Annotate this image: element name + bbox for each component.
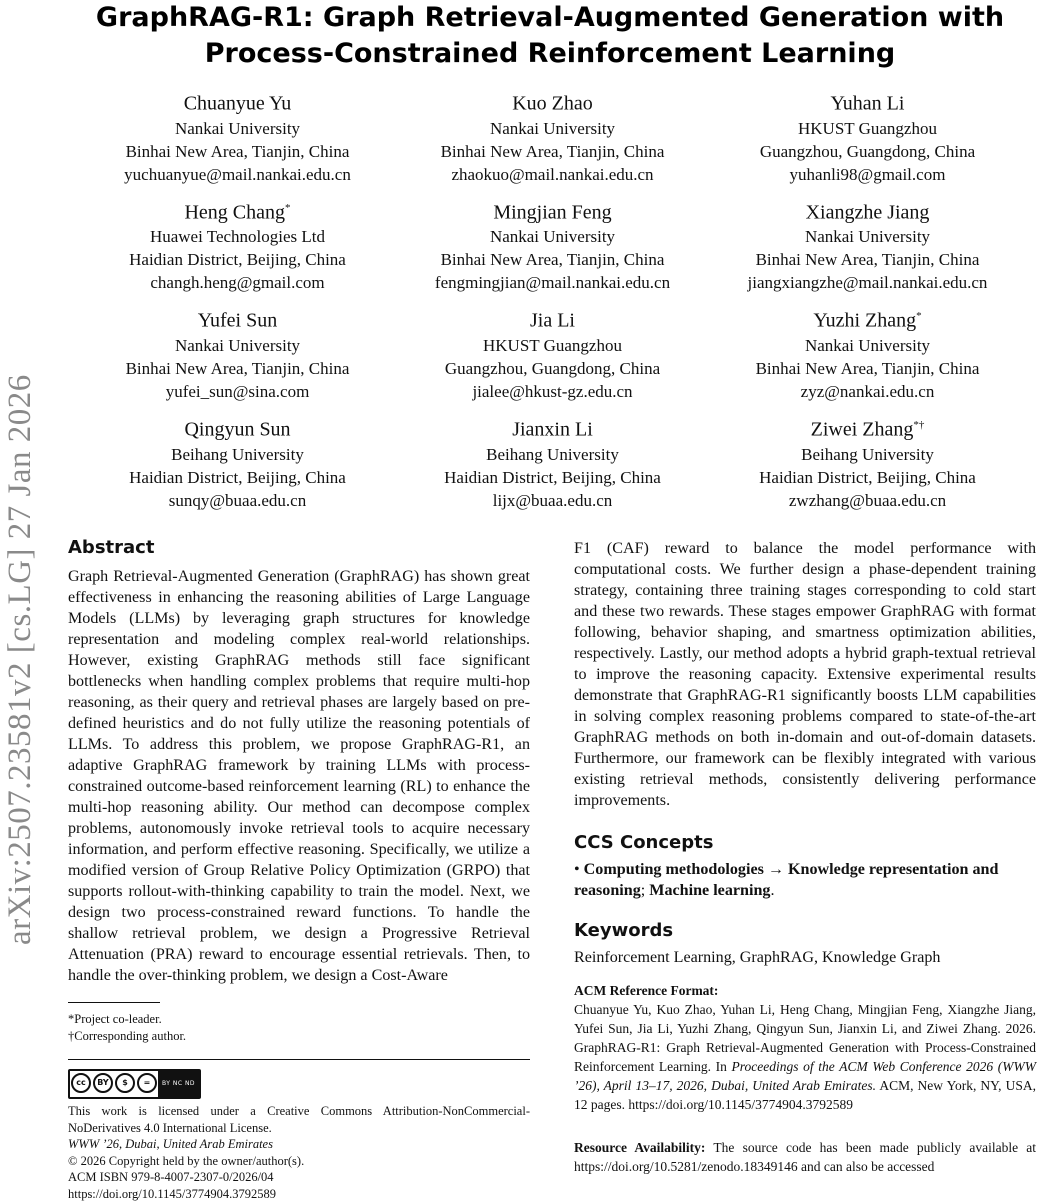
- author-block: [80, 412, 395, 512]
- author-email[interactable]: zhaokuo@mail.nankai.edu.cn: [395, 163, 710, 186]
- ccs-end: .: [770, 882, 774, 899]
- author-name-text: Heng Chang: [184, 201, 285, 223]
- license-rule: [68, 1059, 530, 1060]
- footnotes: [68, 1011, 530, 1045]
- author-name: [80, 86, 395, 117]
- author-location: Binhai New Area, Tianjin, China: [80, 357, 395, 380]
- footnote-co-leader: *Project co-leader.: [68, 1011, 530, 1028]
- left-column: [68, 536, 530, 1202]
- ccs-heading: CCS Concepts: [574, 831, 1036, 855]
- author-name-text: Mingjian Feng: [493, 201, 611, 223]
- title-line-1: GraphRAG-R1: Graph Retrieval-Augmented Generation with: [96, 2, 1004, 33]
- title-line-2: Process-Constrained Reinforcement Learning: [205, 38, 896, 69]
- author-mark: *†: [913, 419, 924, 431]
- author-affiliation: Nankai University: [80, 117, 395, 140]
- author-affiliation: HKUST Guangzhou: [395, 334, 710, 357]
- author-location: Binhai New Area, Tianjin, China: [395, 140, 710, 163]
- ccs-concept-2: Knowledge representation and reasoning: [574, 861, 998, 899]
- author-block: [80, 86, 395, 186]
- author-block: [80, 195, 395, 295]
- author-name-text: Chuanyue Yu: [184, 93, 292, 115]
- abstract-heading: Abstract: [68, 536, 530, 560]
- author-email[interactable]: sunqy@buaa.edu.cn: [80, 489, 395, 512]
- license-copyright: © 2026 Copyright held by the owner/author(s).: [68, 1153, 530, 1170]
- author-email[interactable]: lijx@buaa.edu.cn: [395, 489, 710, 512]
- author-affiliation: Nankai University: [710, 334, 1025, 357]
- author-affiliation: Nankai University: [395, 117, 710, 140]
- author-name-text: Yufei Sun: [198, 310, 277, 332]
- author-affiliation: Beihang University: [710, 443, 1025, 466]
- author-location: Guangzhou, Guangdong, China: [395, 357, 710, 380]
- author-location: Binhai New Area, Tianjin, China: [710, 357, 1025, 380]
- ccs-concept-3: Machine learning: [649, 882, 770, 899]
- author-email[interactable]: changh.heng@gmail.com: [80, 271, 395, 294]
- abstract-text-left: Graph Retrieval-Augmented Generation (GraphRAG) has shown great effectiveness in enhancing the reasoning abilities of Large Language Models (LLMs) by leveraging graph structures for knowledge representation and modeling complex real-world relationships. However, existing GraphRAG methods still face significant bottlenecks when handling complex problems that require multi-hop reasoning, as their query and retrieval phases are largely based on pre-defined heuristics and do not fully utilize the reasoning potentials of LLMs. To address this problem, we propose GraphRAG-R1, an adaptive GraphRAG framework by training LLMs with process-constrained outcome-based reinforcement learning (RL) to enhance the multi-hop reasoning ability. Our method can decompose complex problems, autonomously invoke retrieval tools to acquire necessary information, and perform effective reasoning. Specifically, we utilize a modified version of Group Relative Policy Optimization (GRPO) that supports rollout-with-thinking capability to train the model. Next, we design two process-constrained reward functions. To handle the shallow retrieval problem, we design a Progressive Retrieval Attenuation (PRA) reward to encourage essential retrievals. Then, to handle the over-thinking problem, we design a Cost-Aware: [68, 566, 530, 986]
- author-location: Haidian District, Beijing, China: [395, 466, 710, 489]
- author-name-text: Xiangzhe Jiang: [806, 201, 930, 223]
- acm-ref-heading: ACM Reference Format:: [574, 982, 1036, 1000]
- author-name: [710, 303, 1025, 334]
- author-affiliation: HKUST Guangzhou: [710, 117, 1025, 140]
- license-venue: WWW ’26, Dubai, United Arab Emirates: [68, 1136, 530, 1153]
- author-block: [395, 412, 710, 512]
- author-location: Guangzhou, Guangdong, China: [710, 140, 1025, 163]
- author-name: [395, 86, 710, 117]
- acm-ref-proceedings: Proceedings of the ACM Web Conference 2026 (WWW ’26), April 13–17, 2026, Dubai, United Arab Emirates.: [574, 1059, 1036, 1093]
- ccs-arrow: →: [768, 861, 784, 878]
- author-block: [710, 195, 1025, 295]
- ccs-concept-1: Computing methodologies: [584, 861, 764, 878]
- noncommercial-icon: $: [115, 1073, 135, 1093]
- arxiv-stamp: arXiv:2507.23581v2 [cs.LG] 27 Jan 2026: [0, 265, 40, 945]
- license-isbn: ACM ISBN 979-8-4007-2307-0/2026/04: [68, 1169, 530, 1186]
- author-mark: *: [285, 202, 291, 214]
- author-name-text: Jianxin Li: [512, 419, 593, 441]
- author-name-text: Yuhan Li: [831, 93, 905, 115]
- resource-text: The source code has been made publicly available at https://doi.org/10.5281/zenodo.18349146 and can also be accessed: [574, 1140, 1036, 1174]
- author-location: Binhai New Area, Tianjin, China: [80, 140, 395, 163]
- author-name: [395, 303, 710, 334]
- acm-ref-authors: Chuanyue Yu, Kuo Zhao, Yuhan Li, Heng Chang, Mingjian Feng, Xiangzhe Jiang, Yufei Sun, Jia Li, Yuzhi Zhang, Qingyun Sun, Jianxin Li, and Ziwei Zhang. 2026. GraphRAG-R1: Graph Retrieval-Augmented Generation with Process-Constrained Reinforcement Learning. In: [574, 1002, 1036, 1074]
- author-name: [710, 412, 1025, 443]
- footnote-rule: [68, 1002, 160, 1003]
- author-affiliation: Nankai University: [710, 225, 1025, 248]
- author-affiliation: Beihang University: [395, 443, 710, 466]
- author-name: [80, 412, 395, 443]
- resource-availability: [574, 1138, 1036, 1176]
- author-name: [395, 195, 710, 226]
- keywords-text: Reinforcement Learning, GraphRAG, Knowledge Graph: [574, 947, 1036, 968]
- author-location: Binhai New Area, Tianjin, China: [710, 248, 1025, 271]
- author-name-text: Kuo Zhao: [512, 93, 593, 115]
- author-name: [395, 412, 710, 443]
- author-block: [395, 303, 710, 403]
- author-block: [395, 195, 710, 295]
- author-affiliation: Huawei Technologies Ltd: [80, 225, 395, 248]
- abstract-text-right: F1 (CAF) reward to balance the model performance with computational costs. We further design a phase-dependent training strategy, containing three training stages corresponding to cold start and these two rewards. These stages empower GraphRAG with format following, behavior shaping, and smartness optimization abilities, respectively. Lastly, our method adopts a hybrid graph-textual retrieval to improve the reasoning capacity. Extensive experimental results demonstrate that GraphRAG-R1 significantly boosts LLM capabilities in solving complex reasoning problems compared to state-of-the-art GraphRAG methods on both in-domain and out-of-domain datasets. Furthermore, our framework can be flexibly integrated with various existing retrieval methods, consistently delivering performance improvements.: [574, 538, 1036, 811]
- author-location: Haidian District, Beijing, China: [80, 466, 395, 489]
- author-name-text: Ziwei Zhang: [811, 419, 914, 441]
- resource-label: Resource Availability:: [574, 1140, 705, 1155]
- author-email[interactable]: fengmingjian@mail.nankai.edu.cn: [395, 271, 710, 294]
- author-mark: *: [916, 310, 922, 322]
- author-block: [710, 412, 1025, 512]
- paper-title: [60, 0, 1038, 72]
- attribution-icon: BY: [93, 1073, 113, 1093]
- ccs-concepts: [574, 859, 1036, 901]
- author-name: [710, 86, 1025, 117]
- license-statement: This work is licensed under a Creative Commons Attribution-NonCommercial-NoDerivatives 4.0 International License.: [68, 1103, 530, 1136]
- acm-ref-text: [574, 1000, 1036, 1114]
- keywords-heading: Keywords: [574, 919, 1036, 943]
- author-email[interactable]: jiangxiangzhe@mail.nankai.edu.cn: [710, 271, 1025, 294]
- cc-badge-tag: BY NC ND: [158, 1071, 199, 1097]
- author-email[interactable]: yuhanli98@gmail.com: [710, 163, 1025, 186]
- license-block: [68, 1103, 530, 1202]
- cc-license-badge[interactable]: [68, 1069, 201, 1099]
- author-name: [80, 195, 395, 226]
- author-email[interactable]: zwzhang@buaa.edu.cn: [710, 489, 1025, 512]
- author-affiliation: Nankai University: [80, 334, 395, 357]
- author-location: Haidian District, Beijing, China: [710, 466, 1025, 489]
- author-name: [80, 303, 395, 334]
- author-block: [80, 303, 395, 403]
- author-block: [395, 86, 710, 186]
- right-column: [574, 536, 1036, 1176]
- author-location: Haidian District, Beijing, China: [80, 248, 395, 271]
- noderivatives-icon: =: [137, 1073, 157, 1093]
- ccs-separator: ;: [641, 882, 645, 899]
- author-name-text: Yuzhi Zhang: [813, 310, 916, 332]
- acm-ref-tail: ACM, New York, NY, USA, 12 pages. https://doi.org/10.1145/3774904.3792589: [574, 1078, 1036, 1112]
- author-block: [710, 303, 1025, 403]
- author-affiliation: Nankai University: [395, 225, 710, 248]
- author-block: [710, 86, 1025, 186]
- author-name: [710, 195, 1025, 226]
- author-email[interactable]: zyz@nankai.edu.cn: [710, 380, 1025, 403]
- author-email[interactable]: yuchuanyue@mail.nankai.edu.cn: [80, 163, 395, 186]
- author-grid: [80, 86, 1038, 512]
- cc-icon: cc: [71, 1073, 91, 1093]
- author-email[interactable]: jialee@hkust-gz.edu.cn: [395, 380, 710, 403]
- footnote-corresponding: †Corresponding author.: [68, 1028, 530, 1045]
- author-name-text: Jia Li: [530, 310, 575, 332]
- author-name-text: Qingyun Sun: [184, 419, 290, 441]
- author-location: Binhai New Area, Tianjin, China: [395, 248, 710, 271]
- author-affiliation: Beihang University: [80, 443, 395, 466]
- license-doi[interactable]: https://doi.org/10.1145/3774904.3792589: [68, 1186, 530, 1202]
- author-email[interactable]: yufei_sun@sina.com: [80, 380, 395, 403]
- ccs-bullet: •: [574, 861, 580, 878]
